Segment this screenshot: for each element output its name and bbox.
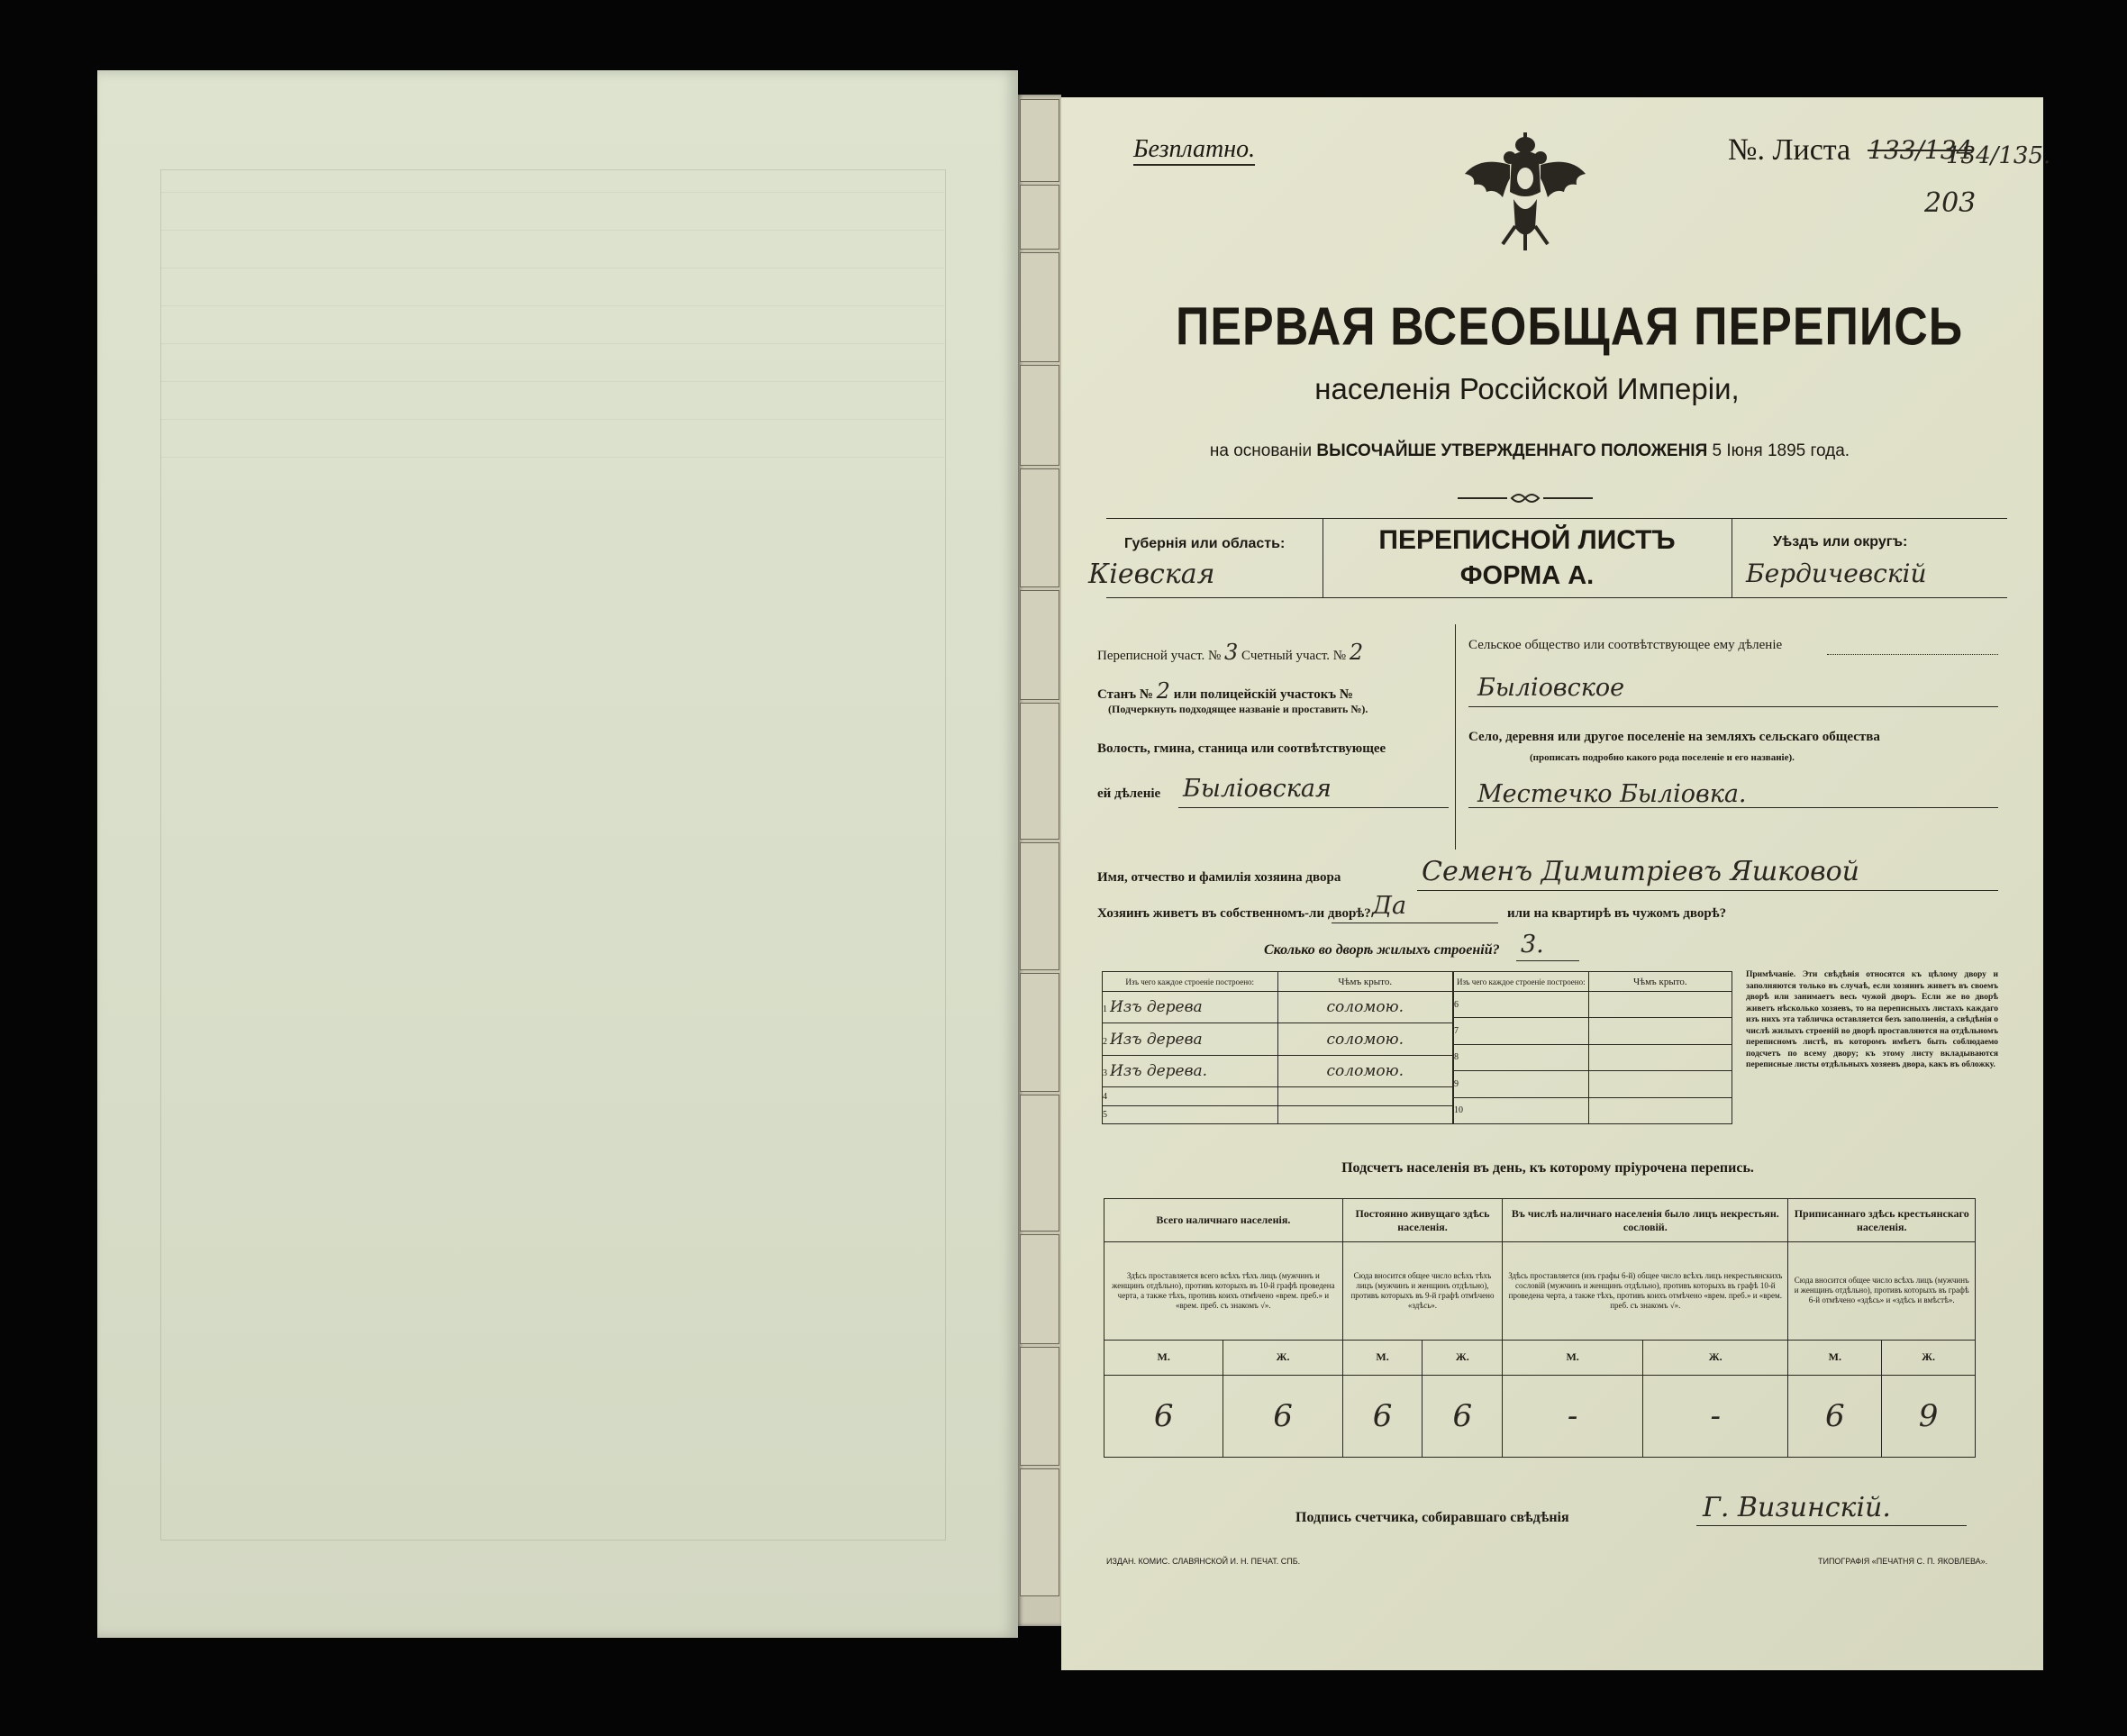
buildings-table-right: Изъ чего каждое строеніе построено: Чѣмъ крыто. 6 7 8 9 10	[1453, 971, 1732, 1124]
sheet-title: ПЕРЕПИСНОЙ ЛИСТЪ	[1378, 525, 1676, 555]
binding-tab	[1020, 973, 1059, 1092]
imperial-eagle-emblem	[1458, 129, 1593, 255]
district-value: Бердичевскій	[1746, 559, 1927, 588]
signature-label: Подпись счетчика, собиравшаго свѣдѣнія	[1295, 1510, 1569, 1525]
value-cell: 6	[1423, 1375, 1503, 1457]
police-label: или полицейскій участокъ №	[1173, 687, 1353, 702]
province-label: Губернія или область:	[1124, 536, 1286, 551]
table-row: 7	[1454, 1018, 1732, 1044]
form-label: ФОРМА А.	[1459, 561, 1595, 590]
left-page	[97, 70, 1018, 1638]
owner-name-label: Имя, отчество и фамилія хозяина двора	[1097, 870, 1341, 885]
group-desc: Здѣсь проставляется всего всѣхъ тѣхъ лицъ (мужчинъ и женщинъ отдѣльно), противъ которыхъ въ 10-й графѣ проведена черта, а также тѣхъ, противъ коихъ отмѣчено «врем. преб.» и «врем. преб. съ знакомъ √».	[1104, 1242, 1343, 1341]
binding-tab	[1020, 590, 1059, 700]
sheet-number-label: №. Листа	[1728, 133, 1851, 167]
binding-tab	[1020, 252, 1059, 362]
col-material-header: Изъ чего каждое строеніе построено:	[1103, 972, 1278, 992]
binding-tab	[1020, 703, 1059, 840]
population-heading: Подсчетъ населенія въ день, къ которому пріурочена перепись.	[1341, 1160, 1754, 1176]
group-title: Въ числѣ наличнаго населенія было лицъ некрестьян. сословій.	[1503, 1199, 1788, 1242]
signature-value: Г. Визинскій.	[1703, 1492, 1891, 1523]
count-district-label: Счетный участ. №	[1241, 649, 1347, 663]
society-value: Быліовское	[1477, 674, 1625, 702]
table-row: 3 Изъ дерева. соломою.	[1103, 1055, 1453, 1086]
group-title: Приписаннаго здѣсь крестьянскаго населенія.	[1788, 1199, 1976, 1242]
group-desc: Здѣсь проставляется (изъ графы 6-й) общее число всѣхъ лицъ некрестьянскихъ сословій (мужчинъ и женщинъ отдѣльно), противъ которыхъ въ графѣ 10-й проведена черта, а также тѣхъ, противъ коихъ отмѣчено «врем. преб.» и «врем. преб. съ знакомъ √».	[1503, 1242, 1788, 1341]
binding-tab	[1020, 842, 1059, 970]
own-yard-label: Хозяинъ живетъ въ собственномъ-ли дворѣ?	[1097, 906, 1371, 921]
value-cell: 6	[1223, 1375, 1342, 1457]
camp-field	[1097, 678, 1353, 704]
basis-line	[1133, 441, 1926, 461]
page-subtitle: населенія Россійской Имперіи,	[1314, 372, 1740, 405]
group-title: Постоянно живущаго здѣсь населенія.	[1342, 1199, 1502, 1242]
village-label: Село, деревня или другое поселеніе на земляхъ сельскаго общества	[1468, 730, 1880, 744]
free-label: Безплатно.	[1133, 135, 1255, 166]
sheet-number-extra: 203	[1924, 187, 1977, 219]
value-cell: 6	[1342, 1375, 1423, 1457]
volost-label-2: ей дѣленіе	[1097, 786, 1161, 801]
basis-prefix: на основаніи	[1209, 441, 1313, 460]
left-page-bleed-through	[160, 192, 944, 462]
group-desc: Сюда вносится общее число всѣхъ тѣхъ лицъ (мужчинъ и женщинъ отдѣльно), противъ которыхъ въ 9-й графѣ отмѣчено «здѣсь».	[1342, 1242, 1502, 1341]
binding-tab	[1020, 99, 1059, 182]
table-row: 10	[1454, 1097, 1732, 1123]
table-row: 6	[1454, 992, 1732, 1018]
census-district-value: 3	[1224, 640, 1239, 665]
camp-label: Станъ №	[1097, 687, 1153, 702]
village-note: (прописать подробно какого рода поселеніе и его названіе).	[1530, 752, 1795, 763]
camp-note: (Подчеркнуть подходящее названіе и проставить №).	[1108, 703, 1368, 715]
province-value: Кіевская	[1088, 559, 1215, 590]
publisher-right: ТИПОГРАФІЯ «ПЕЧАТНЯ С. П. ЯКОВЛЕВА».	[1818, 1557, 1988, 1566]
census-district-field	[1097, 640, 1363, 665]
sheet-number-struck: 133/134	[1868, 135, 1973, 165]
group-title: Всего наличнаго населенія.	[1104, 1199, 1343, 1242]
buildings-table-left	[1102, 971, 1453, 1124]
table-row: 4	[1103, 1087, 1453, 1105]
binding-tab	[1020, 365, 1059, 466]
owner-name-value: Семенъ Димитріевъ Яшковой	[1422, 856, 1859, 887]
table-row: 9	[1454, 1071, 1732, 1097]
binding-tab	[1020, 1468, 1059, 1596]
binding-tab	[1020, 1095, 1059, 1232]
sheet-number-value: 134/135.	[1946, 142, 2051, 169]
buildings-value: 3.	[1521, 931, 1544, 959]
value-cell: 6	[1104, 1375, 1223, 1457]
population-values-row	[1104, 1375, 1976, 1457]
value-cell: 9	[1882, 1375, 1976, 1457]
value-cell: -	[1503, 1375, 1643, 1457]
population-table: Всего наличнаго населенія. Постоянно живущаго здѣсь населенія. Въ числѣ наличнаго населенія было лицъ некрестьян. сословій. Приписаннаго здѣсь крестьянскаго населенія. Здѣсь проставляется всего всѣхъ тѣхъ лицъ (мужчинъ и женщинъ отдѣльно), противъ которыхъ въ 10-й графѣ проведена черта, а также тѣхъ, противъ коихъ отмѣчено «врем. преб.» и «врем. преб. съ знакомъ √». Сюда вносится общее число всѣхъ тѣхъ лицъ (мужчинъ и женщинъ отдѣльно), противъ которыхъ въ 9-й графѣ отмѣчено «здѣсь». Здѣсь проставляется (изъ графы 6-й) общее число всѣхъ лицъ некрестьянскихъ сословій (мужчинъ и женщинъ отдѣльно), противъ которыхъ въ графѣ 10-й проведена черта, а также тѣхъ, противъ коихъ отмѣчено «врем. преб.» и «врем. преб. съ знакомъ √». Сюда вносится общее число всѣхъ лицъ (мужчинъ и женщинъ отдѣльно), противъ которыхъ въ графѣ 6-й отмѣчено «здѣсь» и «здѣсь и вмѣстѣ». М. Ж. М. Ж. М. Ж. М. Ж. 6 6 6 6 - - 6 9	[1104, 1198, 1976, 1458]
table-row: 5	[1103, 1105, 1453, 1123]
table-row: 2 Изъ дерева соломою.	[1103, 1023, 1453, 1055]
rent-label: или на квартирѣ въ чужомъ дворѣ?	[1507, 906, 1727, 921]
value-cell: 6	[1788, 1375, 1882, 1457]
village-value: Местечко Быліовка.	[1477, 780, 1747, 808]
binding-strip	[1018, 95, 1061, 1626]
camp-value: 2	[1156, 678, 1170, 704]
ornament-divider	[1458, 491, 1593, 505]
value-cell: -	[1643, 1375, 1788, 1457]
binding-tab	[1020, 1234, 1059, 1344]
basis-date: 5 Іюня 1895 года.	[1712, 441, 1850, 460]
binding-tab	[1020, 468, 1059, 587]
page-title: ПЕРВАЯ ВСЕОБЩАЯ ПЕРЕПИСЬ	[1176, 296, 1964, 358]
society-label: Сельское общество или соотвѣтствующее ему дѣленіе	[1468, 638, 1783, 652]
table-row: 8	[1454, 1044, 1732, 1070]
volost-value: Быліовская	[1183, 775, 1332, 803]
buildings-note: Примѣчаніе. Эти свѣдѣнія относятся къ цѣлому двору и заполняются только въ случаѣ, если хозяинъ живетъ въ своемъ дворѣ или занимаетъ весь чужой дворъ. Если же во дворѣ живетъ нѣсколько хозяевъ, то на переписныхъ листахъ каждаго изъ нихъ эта табличка оставляется безъ заполненія, а свѣдѣнія о числѣ жилыхъ строеній во дворѣ проставляются на отдѣльномъ переписномъ листѣ, въ которомъ имѣетъ быть соблюдаемо подсчетъ по всему двору; къ этому листу вкладываются переписные листы отдѣльныхъ хозяевъ двора, какъ въ обложку.	[1746, 970, 1998, 1069]
census-form-page	[1061, 97, 2051, 1670]
publisher-left: ИЗДАН. КОМИС. СЛАВЯНСКОЙ И. Н. ПЕЧАТ. СПБ.	[1106, 1557, 1301, 1566]
col-roof-header: Чѣмъ крыто.	[1277, 972, 1453, 992]
census-district-label: Переписной участ. №	[1097, 649, 1222, 663]
buildings-label: Сколько во дворѣ жилыхъ строеній?	[1264, 942, 1500, 958]
basis-text: ВЫСОЧАЙШЕ УТВЕРЖДЕННАГО ПОЛОЖЕНІЯ	[1316, 441, 1708, 460]
district-label: Уѣздъ или округъ:	[1773, 534, 1908, 550]
binding-tab	[1020, 1347, 1059, 1466]
table-row: 1 Изъ дерева соломою.	[1103, 992, 1453, 1023]
volost-label-1: Волость, гмина, станица или соотвѣтствующее	[1097, 741, 1386, 756]
own-yard-value: Да	[1372, 892, 1407, 920]
binding-tab	[1020, 185, 1059, 250]
count-district-value: 2	[1349, 640, 1364, 665]
group-desc: Сюда вносится общее число всѣхъ лицъ (мужчинъ и женщинъ отдѣльно), противъ которыхъ въ графѣ 6-й отмѣчено «здѣсь» и «здѣсь и вмѣстѣ».	[1788, 1242, 1976, 1341]
